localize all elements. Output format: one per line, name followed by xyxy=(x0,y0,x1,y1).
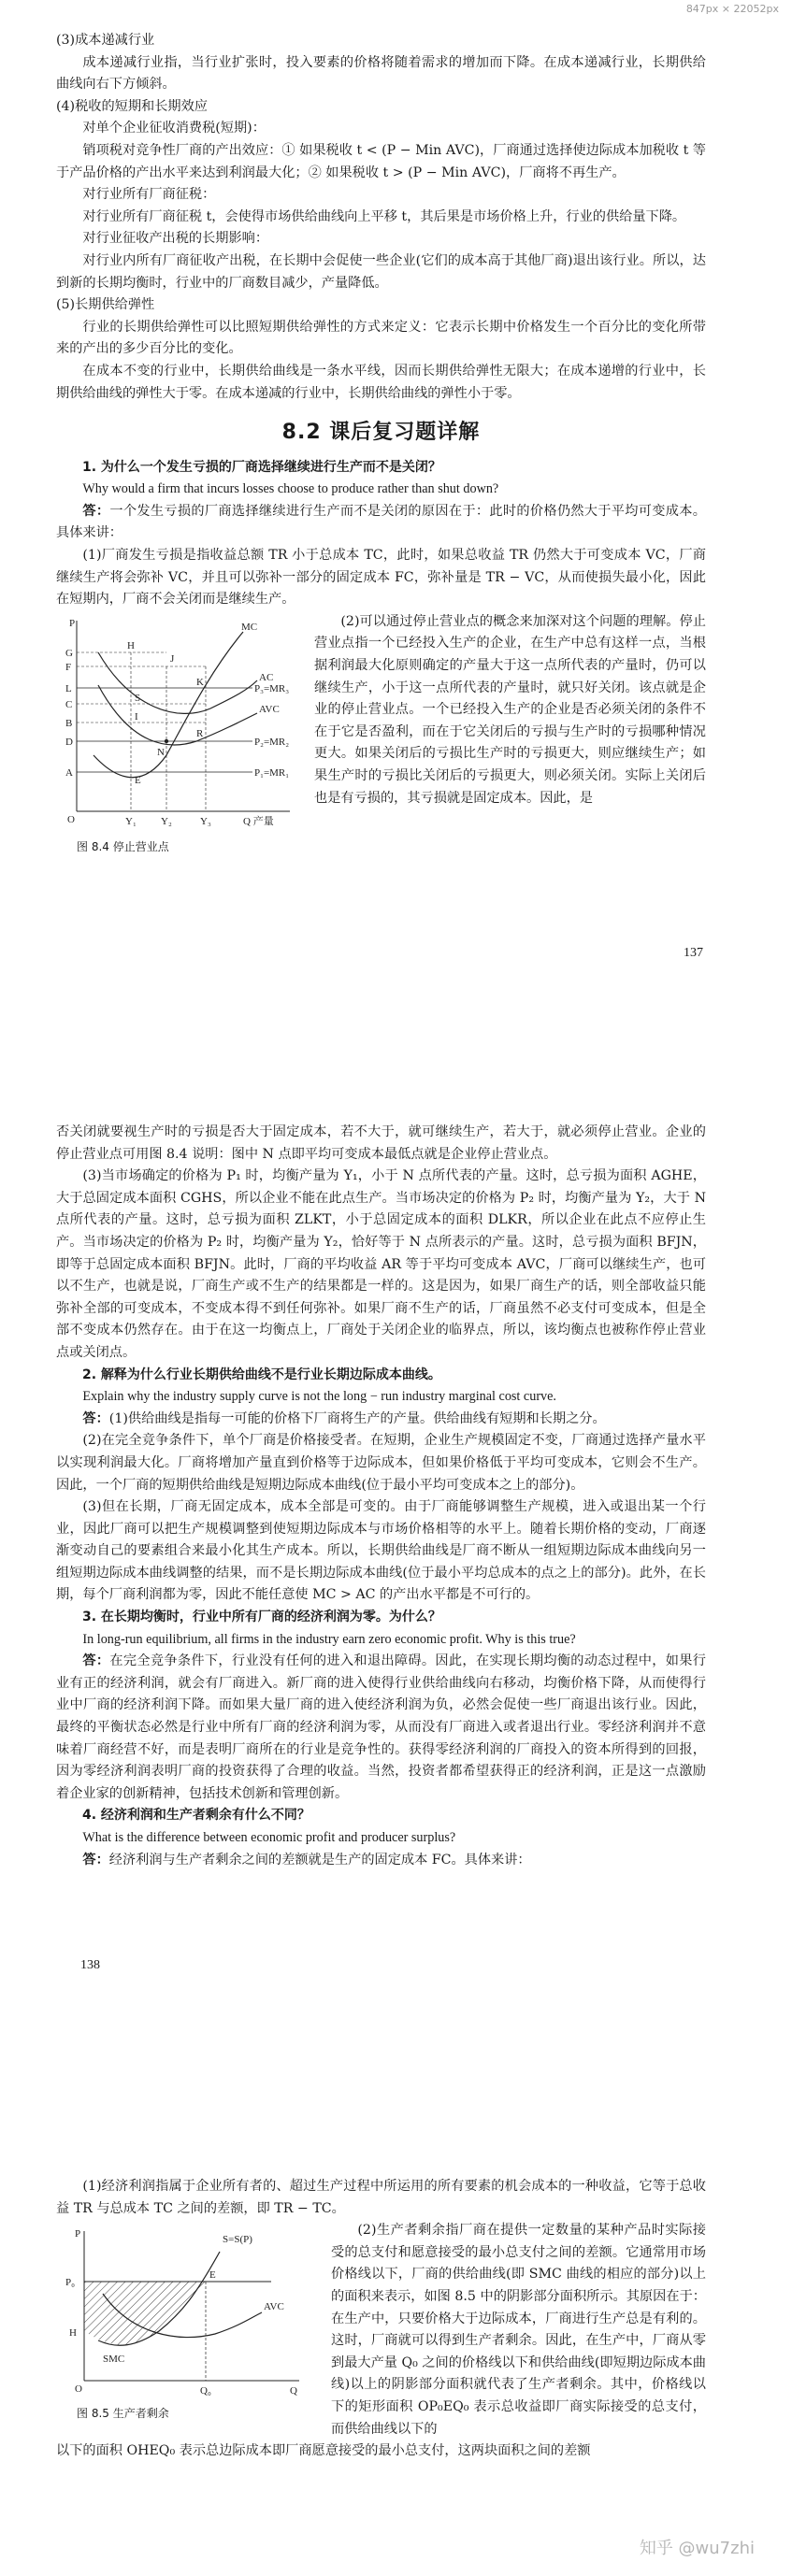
page-number: 137 xyxy=(684,946,703,960)
avc-curve xyxy=(98,685,257,745)
label-l: L xyxy=(65,682,72,694)
question-2-english: Explain why the industry supply curve is not the long − run industry marginal cost curve. xyxy=(82,1389,556,1405)
axis-label-q: Q xyxy=(290,2385,297,2397)
label-smc: SMC xyxy=(103,2354,125,2366)
heading-long-run-elasticity: (5)长期供给弹性 xyxy=(56,297,155,313)
label-e: E xyxy=(135,774,141,786)
paragraph: (2)生产者剩余指厂商在提供一定数量的某种产品时实际接受的总支付和愿意接受的最小总支付之间的差额。它通常用市场价格线以下，厂商的供给曲线(即 SMC 曲线的相应的部分)以上的面积来表示，如图 8.5 中的阴影部分面积所示。其原因在于：在生产中，只要价格大于边际成本，厂商进行生产总是有利的。这时，厂商就可以得到生产者剩余。因此，在生产中，厂商从零到最大产量 Q₀ 之间的价格线以下和供给曲线(即短期边际成本曲线)以上的阴影部分面积就代表了生产者剩余。其中，价格线以下的矩形面积 OP₀EQ₀ 表示总收益即厂商实际接受的总支付，而供给曲线以下的 xyxy=(331,2223,706,2437)
book-page-137 xyxy=(0,21,792,965)
mc-curve xyxy=(94,632,243,778)
label-f: F xyxy=(65,661,72,673)
answer-text: 一个发生亏损的厂商选择继续进行生产而不是关闭的原因在于：此时的价格仍然大于平均可变成本。具体来讲： xyxy=(56,503,706,541)
label-n: N xyxy=(157,746,165,758)
page-139-body xyxy=(56,2176,706,2463)
page-138-body xyxy=(56,1122,706,1871)
ac-curve xyxy=(98,652,257,713)
figure-8-5-caption: 图 8.5 生产者剩余 xyxy=(77,2407,169,2421)
shutdown-point-chart xyxy=(56,615,301,835)
paragraph: 销项税对竞争性厂商的产出效应：① 如果税收 t < (P − Min AVC)，厂商通过选择使边际成本加税收 t 等于产品价格的产出水平来达到利润最大化；② 如果税收 t > (P − Min AVC)，厂商将不再生产。 xyxy=(56,142,706,180)
answer-text: 经济利润与生产者剩余之间的差额就是生产的固定成本 FC。具体来讲： xyxy=(108,1852,531,1868)
question-4: 4. 经济利润和生产者剩余有什么不同？ xyxy=(82,1808,310,1824)
paragraph: (1)厂商发生亏损是指收益总额 TR 小于总成本 TC，此时，如果总收益 TR 仍然大于可变成本 VC，厂商继续生产将会弥补 VC，并且可以弥补一部分的固定成本 FC，弥补量是 TR − VC，从而使损失最小化，因此在短期内，厂商不会关闭而是继续生产。 xyxy=(56,548,706,608)
image-viewer-bar xyxy=(0,0,792,21)
section-title: 8.2 课后复习题详解 xyxy=(281,421,481,445)
answer-2-intro xyxy=(56,1409,706,1431)
answer-4-intro xyxy=(56,1850,706,1872)
heading-tax-effects: (4)税收的短期和长期效应 xyxy=(56,98,208,114)
label-b: B xyxy=(65,717,73,729)
label-y1: Y₁ xyxy=(125,815,137,827)
paragraph: 对行业内所有厂商征收产出税，在长期中会促使一些企业(它们的成本高于其他厂商)退出该行业。所以，达到新的长期均衡时，行业中的厂商数目减少，产量降低。 xyxy=(56,252,706,291)
answer-label: 答： xyxy=(82,1653,110,1669)
answer-label: 答： xyxy=(82,1410,109,1426)
question-1: 1. 为什么一个发生亏损的厂商选择继续进行生产而不是关闭？ xyxy=(82,459,441,475)
book-page-138 xyxy=(0,991,792,2000)
paragraph: 否关闭就要视生产时的亏损是否大于固定成本，若不大于，就可继续生产，若大于，就必须停止营业。企业的停止营业点可用图 8.4 说明：图中 N 点即平均可变成本最低点就是企业停止营业点。 xyxy=(56,1124,706,1162)
paragraph: (3)但在长期，厂商无固定成本，成本全部是可变的。由于厂商能够调整生产规模，进入或退出某一个行业，因此厂商可以把生产规模调整到使短期边际成本与市场价格相等的水平上。随着长期价格的变动，厂商逐渐变动自己的要素组合来最小化其生产成本。所以，长期供给曲线是厂商不断从一组短期边际成本曲线向另一组短期边际成本曲线调整的结果，而不是长期边际成本曲线(位于最小平均总成本的点之上的部分)。此外，在长期，每个厂商利润都为零，因此不能任意使 MC > AC 的产出水平都是不可行的。 xyxy=(56,1499,706,1603)
label-avc: AVC xyxy=(264,2301,284,2313)
producer-surplus-area xyxy=(84,2282,206,2345)
label-y3: Y₃ xyxy=(200,815,211,827)
paragraph: 对行业所有厂商征税： xyxy=(82,187,216,203)
figure-8-4 xyxy=(56,615,301,859)
axis-label-p: P xyxy=(75,2228,81,2240)
question-3: 3. 在长期均衡时，行业中所有厂商的经济利润为零。为什么？ xyxy=(82,1610,441,1625)
label-r: R xyxy=(196,727,204,739)
label-q0: Q₀ xyxy=(200,2385,211,2397)
paragraph: (1)经济利润指属于企业所有者的、超过生产过程中所运用的所有要素的机会成本的一种收益，它等于总收益 TR 与总成本 TC 之间的差额，即 TR − TC。 xyxy=(56,2179,706,2216)
label-a: A xyxy=(65,766,73,779)
answer-text: (1)供给曲线是指每一可能的价格下厂商将生产的产量。供给曲线有短期和长期之分。 xyxy=(108,1410,606,1426)
answer-text: 在完全竞争条件下，行业没有任何的进入和退出障碍。因此，在实现长期均衡的动态过程中，如果行业有正的经济利润，就会有厂商进入。新厂商的进入使得行业供给曲线向右移动，均衡价格下降，从而使得行业中厂商的经济利润下降。而如果大量厂商的进入使经济利润为负，必然会促使一些厂商退出该行业。因此，最终的平衡状态必然是行业中所有厂商的经济利润为零，从而没有厂商进入或者退出行业。零经济利润并不意味着厂商经营不好，而是表明厂商所在的行业是竞争性的。获得零经济利润的厂商投入的资本所得到的回报，因为零经济利润表明厂商的投资获得了合理的收益。当然，投资者都希望获得正的经济利润，正是这一点激励着企业家的创新精神，包括技术创新和管理创新。 xyxy=(56,1653,706,1801)
label-p2-mr2: P₂=MR₂ xyxy=(254,736,290,748)
axis-label-p: P xyxy=(69,617,76,629)
label-k: K xyxy=(196,676,204,688)
heading-cost-decreasing-industry: (3)成本递减行业 xyxy=(56,33,155,48)
page-number: 138 xyxy=(80,1958,100,1972)
label-p3-mr3: P₃=MR₃ xyxy=(254,682,290,694)
paragraph: (2)可以通过停止营业点的概念来加深对这个问题的理解。停止营业点指一个已经投入生产的企业，在生产中总有这样一点，当根据利润最大化原则确定的产量大于这一点所代表的产量时，仍可以继续生产，小于这一点所代表的产量时，就只好关闭。该点就是企业的停止营业点。一个已经投入生产的企业是否必须关闭的条件不在于它是否盈利，而在于它关闭后的亏损与生产时的亏损哪种情况更大。如果关闭后的亏损比生产时的亏损更大，则应继续生产；如果生产时的亏损比关闭后的亏损更大，则必须关闭。实际上关闭后也是有亏损的，其亏损就是固定成本。因此，是 xyxy=(314,613,706,806)
label-mc: MC xyxy=(241,621,258,633)
label-y2: Y₂ xyxy=(161,815,172,827)
paragraph: (2)在完全竞争条件下，单个厂商是价格接受者。在短期，企业生产规模固定不变，厂商通过选择产量水平以实现利润最大化。厂商将增加产量直到价格等于边际成本，但如果价格低于平均可变成本，它则会不生产。因此，一个厂商的短期供给曲线是短期边际成本曲线(位于最小平均可变成本之上的部分)。 xyxy=(56,1433,706,1493)
label-h: H xyxy=(127,639,135,651)
question-2: 2. 解释为什么行业长期供给曲线不是行业长期边际成本曲线。 xyxy=(82,1367,441,1382)
paragraph: (3)当市场确定的价格为 P₁ 时，均衡产量为 Y₁，小于 N 点所代表的产量。这时，总亏损为面积 AGHE，大于总固定成本面积 CGHS，所以企业不能在此点生产。当市场决定的价格为 P₂ 时，均衡产量为 Y₂，大于 N 点所代表的产量。这时，总亏损为面积 ZLKT，小于总固定成本的面积 DLKR，所以企业在此点不应停止生产。当市场决定的价格为 P₂ 时，均衡产量为 Y₂，恰好等于 N 点所表示的产量。这时，总亏损为面积 BFJN，即等于总固定成本面积 BFJN。此时，厂商的平均收益 AR 等于平均可变成本 AVC，厂商可以继续生产，也可以不生产，也就是说，厂商生产或不生产的结果都是一样的。这是因为，如果厂商生产的话，则全部收益只能弥补全部的可变成本，不变成本得不到任何弥补。如果厂商不生产的话，厂商虽然不必支付可变成本，但是全部不变成本仍然存在。由于在这一均衡点上，厂商处于关闭企业的临界点，所以，该均衡点也被称作停止营业点或关闭点。 xyxy=(56,1168,706,1360)
label-i: I xyxy=(135,710,138,723)
label-j: J xyxy=(170,652,175,665)
label-p0: P₀ xyxy=(65,2277,75,2289)
label-avc: AVC xyxy=(259,703,280,715)
question-1-english: Why would a firm that incurs losses choose to produce rather than shut down? xyxy=(82,481,499,497)
answer-3 xyxy=(56,1651,706,1805)
answer-label: 答： xyxy=(82,503,110,519)
question-3-english: In long-run equilibrium, all firms in the industry earn zero economic profit. Why is this true? xyxy=(82,1631,576,1647)
figure-8-5 xyxy=(56,2224,318,2426)
point-n xyxy=(165,739,168,743)
image-dimensions-label: 847px × 22052px xyxy=(685,3,779,15)
page-137-body xyxy=(56,30,706,862)
label-s: S xyxy=(135,692,141,704)
label-origin: O xyxy=(75,2383,82,2396)
paragraph: 行业的长期供给弹性可以比照短期供给弹性的方式来定义：它表示长期中价格发生一个百分比的变化所带来的产出的多少百分比的变化。 xyxy=(56,319,706,357)
paragraph: 成本递减行业指，当行业扩张时，投入要素的价格将随着需求的增加而下降。在成本递减行业，长期供给曲线向右下方倾斜。 xyxy=(56,54,706,93)
label-h: H xyxy=(69,2327,77,2340)
zhihu-watermark: 知乎 @wu7zhi xyxy=(639,2539,755,2558)
paragraph: 对单个企业征收消费税(短期)： xyxy=(82,121,266,136)
question-4-english: What is the difference between economic profit and producer surplus? xyxy=(82,1830,456,1845)
label-d: D xyxy=(65,736,73,748)
paragraph: 在成本不变的行业中，长期供给曲线是一条水平线，因而长期供给弹性无限大；在成本递增的行业中，长期供给曲线的弹性大于零。在成本递减的行业中，长期供给曲线的弹性小于零。 xyxy=(56,363,706,401)
label-g: G xyxy=(65,647,73,659)
paragraph: 对行业征收产出税的长期影响： xyxy=(82,231,269,247)
paragraph: 对行业所有厂商征税 t，会使得市场供给曲线向上平移 t，其后果是市场价格上升，行业的供给量下降。 xyxy=(82,208,686,224)
label-origin: O xyxy=(67,813,75,825)
answer-label: 答： xyxy=(82,1852,109,1868)
axis-label-q: Q 产量 xyxy=(243,815,274,827)
book-page-139 xyxy=(0,2159,792,2576)
producer-surplus-chart xyxy=(56,2224,318,2401)
figure-8-4-caption: 图 8.4 停止营业点 xyxy=(77,839,169,853)
label-c: C xyxy=(65,698,73,710)
label-p1-mr1: P₁=MR₁ xyxy=(254,766,290,779)
answer-1-intro xyxy=(56,501,706,545)
label-s: S=S(P) xyxy=(223,2234,252,2246)
paragraph: 以下的面积 OHEQ₀ 表示总边际成本即厂商愿意接受的最小总支付，这两块面积之间的差额 xyxy=(56,2443,591,2459)
label-ac: AC xyxy=(259,671,274,683)
label-e: E xyxy=(209,2269,216,2282)
